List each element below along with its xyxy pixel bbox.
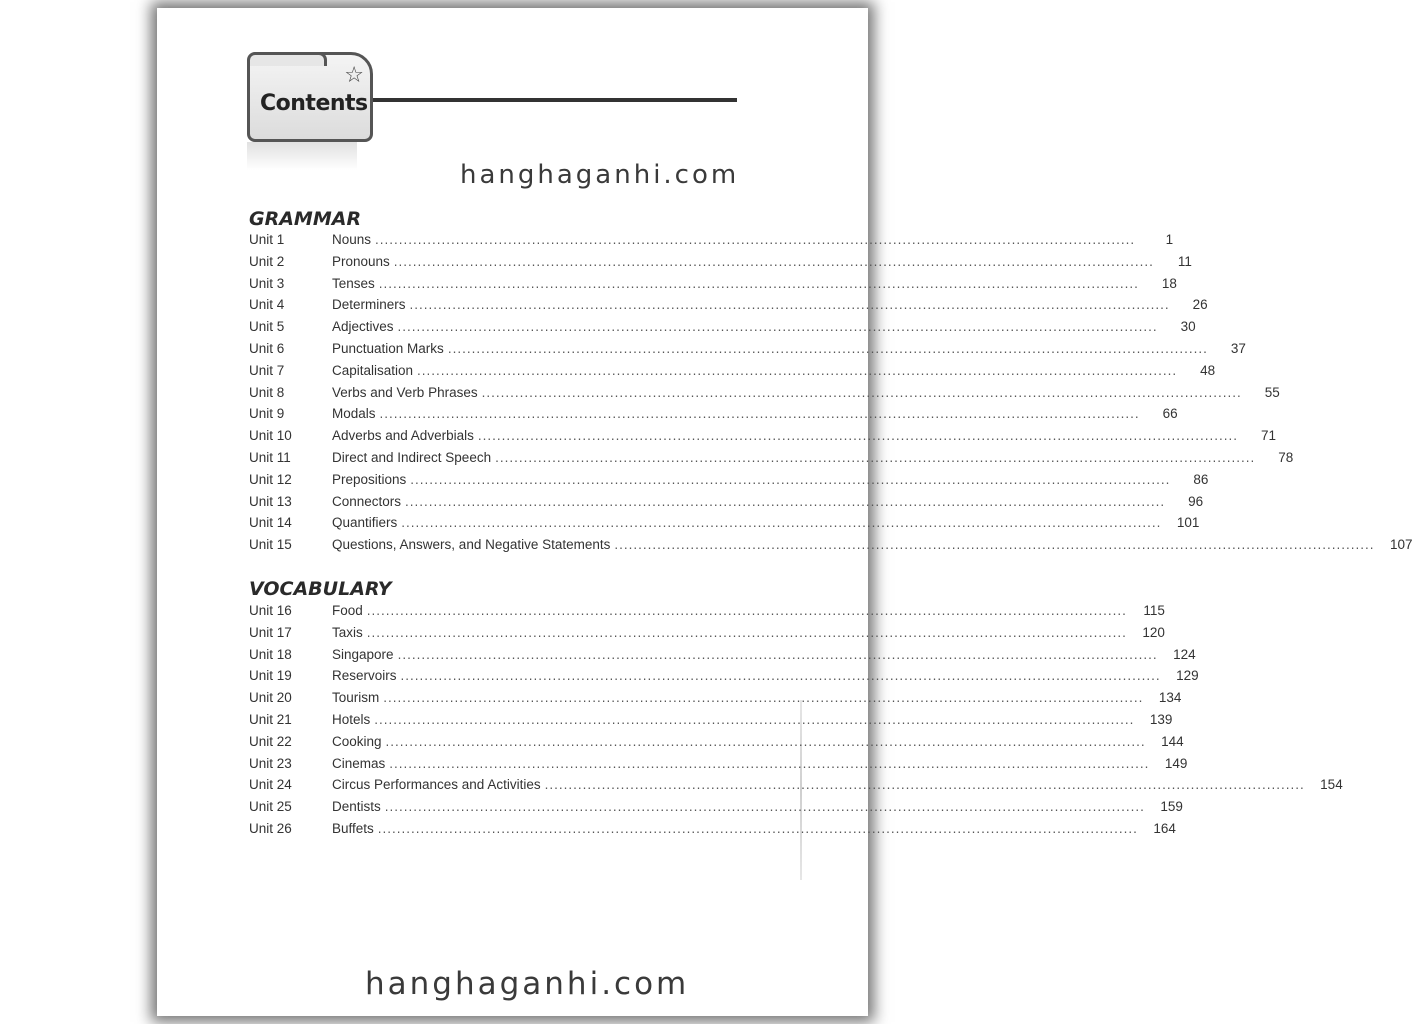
toc-title: Hotels [332, 711, 371, 727]
toc-unit-number: Unit 26 [249, 820, 292, 836]
toc-leader-dots: ................................................................................................................................................................ [378, 275, 1139, 291]
toc-title: Cooking [332, 733, 382, 749]
toc-page-number: 115 [1143, 603, 1165, 618]
grammar-heading: GRAMMAR [249, 208, 362, 230]
toc-title: Prepositions [332, 471, 407, 487]
toc-leader-dots: ................................................................................................................................................................ [409, 297, 1170, 313]
toc-page-number: 120 [1142, 624, 1165, 640]
toc-entry [249, 340, 1246, 363]
toc-unit-number: Unit 23 [249, 755, 292, 771]
toc-page-number: 86 [1193, 471, 1209, 487]
toc-leader-dots: ................................................................................................................................................................ [389, 755, 1150, 771]
toc-page-number: 48 [1200, 362, 1216, 378]
toc-title: Connectors [332, 493, 402, 509]
toc-title: Reservoirs [332, 668, 397, 684]
toc-entry [249, 253, 1192, 276]
toc-unit-number: Unit 17 [249, 624, 292, 640]
toc-leader-dots: ................................................................................................................................................................ [410, 471, 1171, 487]
toc-title: Capitalisation [332, 362, 414, 378]
toc-entry [249, 471, 1209, 494]
toc-entry [249, 624, 1165, 647]
toc-page-number: 55 [1264, 384, 1280, 400]
toc-unit-number: Unit 9 [249, 406, 285, 422]
toc-leader-dots: ................................................................................................................................................................ [400, 668, 1161, 684]
toc-page-number: 139 [1149, 711, 1173, 727]
toc-entry [249, 515, 1200, 537]
toc-leader-dots: ................................................................................................................................................................ [383, 690, 1144, 706]
toc-leader-dots: ................................................................................................................................................................ [379, 406, 1140, 422]
toc-leader-dots: ................................................................................................................................................................ [447, 340, 1208, 356]
toc-unit-number: Unit 8 [249, 384, 285, 400]
toc-entry [249, 690, 1182, 712]
contents-folder-tab [247, 52, 373, 142]
toc-leader-dots: ................................................................................................................................................................ [366, 603, 1127, 618]
toc-title: Adverbs and Adverbials [332, 428, 474, 444]
toc-unit-number: Unit 12 [249, 471, 292, 487]
toc-page-number: 101 [1176, 515, 1200, 531]
toc-unit-number: Unit 25 [249, 799, 292, 815]
toc-title: Verbs and Verb Phrases [332, 384, 478, 400]
toc-entry [249, 406, 1178, 428]
toc-title: Modals [332, 406, 376, 422]
toc-unit-number: Unit 21 [249, 711, 292, 727]
toc-title: Pronouns [332, 253, 390, 269]
toc-title: Singapore [332, 646, 394, 662]
vocabulary-heading: VOCABULARY [249, 578, 392, 600]
toc-entry [249, 777, 1343, 799]
watermark-bottom: hanghaganhi.com [365, 966, 690, 1002]
toc-entry [249, 275, 1177, 298]
toc-page-number: 18 [1161, 275, 1177, 291]
toc-title: Circus Performances and Activities [332, 777, 541, 793]
folder-tab-fold [247, 52, 327, 66]
grammar-toc-list [249, 232, 1413, 559]
toc-page-number: 37 [1230, 340, 1246, 356]
toc-leader-dots: ................................................................................................................................................................ [385, 733, 1146, 749]
toc-entry [249, 384, 1280, 407]
toc-entry [249, 297, 1208, 319]
toc-title: Quantifiers [332, 515, 398, 531]
toc-page-number: 30 [1180, 319, 1196, 335]
toc-entry [249, 537, 1413, 559]
toc-page-number: 26 [1192, 297, 1208, 313]
toc-unit-number: Unit 11 [249, 449, 291, 465]
toc-unit-number: Unit 20 [249, 690, 292, 706]
toc-page-number: 154 [1320, 777, 1343, 793]
toc-unit-number: Unit 1 [249, 232, 285, 247]
toc-title: Direct and Indirect Speech [332, 449, 492, 465]
toc-title: Cinemas [332, 755, 386, 771]
contents-tab-shadow [247, 142, 357, 170]
toc-leader-dots: ................................................................................................................................................................ [393, 253, 1154, 269]
toc-title: Buffets [332, 820, 374, 836]
toc-page-number: 129 [1176, 668, 1199, 684]
header-rule [373, 98, 737, 102]
toc-title: Tourism [332, 690, 380, 706]
toc-entry [249, 668, 1199, 690]
toc-unit-number: Unit 19 [249, 668, 292, 684]
toc-page-number: 159 [1160, 799, 1183, 815]
toc-entry [249, 603, 1165, 625]
toc-entry [249, 232, 1174, 254]
toc-unit-number: Unit 5 [249, 319, 285, 335]
toc-entry [249, 711, 1173, 734]
toc-entry [249, 362, 1216, 385]
toc-title: Punctuation Marks [332, 340, 444, 356]
toc-page-number: 149 [1164, 755, 1188, 771]
toc-entry [249, 493, 1204, 516]
toc-title: Questions, Answers, and Negative Statements [332, 537, 611, 553]
toc-title: Determiners [332, 297, 406, 313]
toc-unit-number: Unit 6 [249, 340, 285, 356]
toc-entry [249, 755, 1188, 778]
toc-unit-number: Unit 18 [249, 646, 292, 662]
toc-page-number: 134 [1158, 690, 1182, 706]
watermark-top: hanghaganhi.com [460, 160, 740, 190]
toc-title: Nouns [332, 232, 372, 247]
toc-page-number: 96 [1188, 493, 1204, 509]
toc-leader-dots: ................................................................................................................................................................ [397, 646, 1158, 662]
toc-unit-number: Unit 2 [249, 253, 285, 269]
toc-title: Taxis [332, 624, 363, 640]
toc-unit-number: Unit 4 [249, 297, 285, 313]
toc-unit-number: Unit 15 [249, 537, 292, 553]
toc-entry [249, 733, 1184, 756]
toc-leader-dots: ................................................................................................................................................................ [397, 319, 1158, 335]
toc-unit-number: Unit 13 [249, 493, 292, 509]
toc-unit-number: Unit 14 [249, 515, 292, 531]
toc-page-number: 1 [1165, 232, 1174, 247]
toc-leader-dots: ................................................................................................................................................................ [481, 384, 1242, 400]
toc-unit-number: Unit 3 [249, 275, 285, 291]
toc-leader-dots: ................................................................................................................................................................ [405, 493, 1166, 509]
toc-leader-dots: ................................................................................................................................................................ [417, 362, 1178, 378]
toc-page-number: 71 [1260, 428, 1276, 444]
toc-unit-number: Unit 24 [249, 777, 292, 793]
toc-title: Adjectives [332, 319, 394, 335]
toc-page-number: 11 [1177, 253, 1192, 269]
vocabulary-toc-list [249, 603, 1343, 843]
toc-page-number: 78 [1278, 449, 1294, 465]
toc-entry [249, 799, 1183, 821]
toc-title: Food [332, 603, 363, 618]
toc-unit-number: Unit 22 [249, 733, 292, 749]
toc-leader-dots: ................................................................................................................................................................ [614, 537, 1375, 553]
toc-unit-number: Unit 16 [249, 603, 292, 618]
toc-page-number: 164 [1153, 820, 1176, 836]
toc-leader-dots: ................................................................................................................................................................ [401, 515, 1162, 531]
toc-leader-dots: ................................................................................................................................................................ [495, 449, 1256, 465]
toc-entry [249, 428, 1276, 450]
toc-leader-dots: ................................................................................................................................................................ [377, 820, 1138, 836]
toc-leader-dots: ................................................................................................................................................................ [375, 232, 1136, 247]
toc-unit-number: Unit 7 [249, 362, 285, 378]
star-icon: ☆ [344, 63, 364, 88]
toc-leader-dots: ................................................................................................................................................................ [477, 428, 1238, 444]
toc-leader-dots: ................................................................................................................................................................ [374, 711, 1135, 727]
toc-page-number: 66 [1162, 406, 1178, 422]
toc-entry [249, 646, 1196, 669]
toc-leader-dots: ................................................................................................................................................................ [544, 777, 1305, 793]
toc-page-number: 107 [1390, 537, 1413, 553]
toc-leader-dots: ................................................................................................................................................................ [384, 799, 1145, 815]
toc-entry [249, 449, 1294, 472]
toc-leader-dots: ................................................................................................................................................................ [366, 624, 1127, 640]
toc-unit-number: Unit 10 [249, 428, 292, 444]
toc-page-number: 144 [1161, 733, 1184, 749]
contents-title: Contents [260, 91, 368, 116]
toc-entry [249, 319, 1196, 341]
toc-title: Tenses [332, 275, 375, 291]
toc-title: Dentists [332, 799, 381, 815]
toc-page-number: 124 [1173, 646, 1196, 662]
toc-entry [249, 820, 1176, 843]
